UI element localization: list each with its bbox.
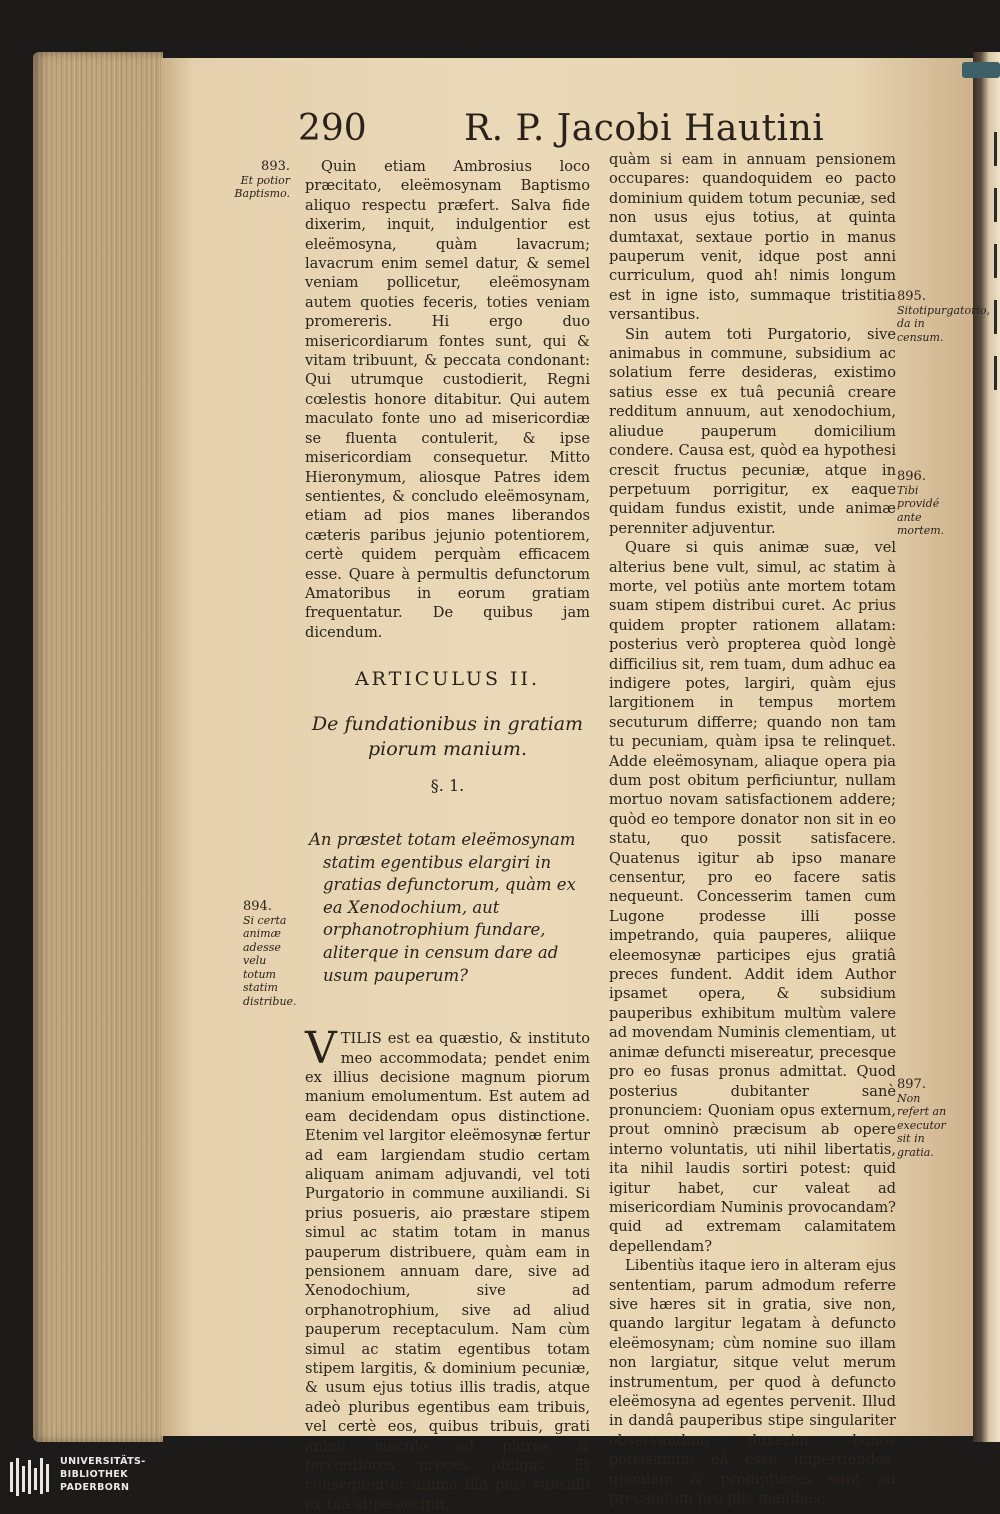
running-head: R. P. Jacobi Hautini [464,108,825,149]
paragraph: Libentiùs itaque iero in alteram ejus sententiam, parum admodum referre sive hæres sit in gratia, sive non, quando largitur legatam à defuncto eleëmosynam; cùm nomine suo illam non largiatur, sitque velut merum instrumentum, per quod à defuncto eleëmosyna ad egentes pervenit. Illud in dandâ pauperibus stipe singulariter observandum duxerim, bonos potissimùm eâ esse impertiendos, quoniam & promptiores sunt ad precandum pro piis manibus, [609,1257,896,1508]
margin-note-text: Sitotipurgatorio, da in censum. [897,303,990,344]
section-mark: §. 1. [430,775,465,795]
paragraph-with-initial [305,1023,590,1514]
page-number: 290 [298,108,367,149]
paragraph-text: TILIS est ea quæstio, & instituto meo accommodata; pendet enim ex illius decisione magnum piorum manium emolumentum. Est autem ad eam decidendam opus distinctione. Etenim vel largitor eleëmosynæ fertur ad eam largiendam studio certam aliquam animam adjuvandi, vel toti Purgatorio in commune auxiliandi. Si prius posueris, aio præstare stipem simul ac statim totam in manus pauperum distribuere, quàm eam in pensionem annuam dare, sive ad Xenodochium, sive ad orphanotrophium, sive ad aliud pauperum receptaculum. Nam cùm simul ac statim egentibus totam stipem largitis, & dominium pecuniæ, & usum ejus totius illis tradis, atque adeò pluribus egentibus eam tribuis, vel certè eos, quibus tribuis, grati animi vinculo ad plures & ferventiores preces obligas. Et consequenter anima illa plus subsidii ex tuâ stipe accipit, [305,1030,590,1513]
library-logo-mark-icon [8,1456,50,1496]
margin-note-text: Si certa animæ adesse velu totum statim distribue. [243,913,297,1008]
margin-note-number: 895. [897,289,926,304]
margin-note-number: 897. [897,1077,926,1092]
library-logo [8,1452,168,1500]
article-heading: ARTICULUS II. [354,668,541,691]
margin-note-895 [897,289,990,344]
left-column [305,157,590,1514]
margin-note-number: 896. [897,469,926,484]
margin-note-897 [897,1078,955,1159]
library-logo-line: UNIVERSITÄTS- [60,1456,146,1467]
margin-note-text: Tibi providé ante mortem. [897,483,945,537]
paragraph: Quare si quis animæ suæ, vel alterius bene vult, simul, ac statim à morte, vel potiùs ante mortem totam suam stipem distribui curet. Ac prius quidem propter rationem allatam: posterius verò propterea quòd longè difficilius sit, rem tuam, dum adhuc ea indigere potes, largiri, quàm ejus largitionem in tempus mortem secuturum differre; quando non tam tu pecuniam, quàm ipsa te relinquet. Adde eleëmosynam, aliaque opera pia dum post obitum perficiuntur, nullam mortuo novam satisfactionem addere; quòd eo tempore donator non sit in eo statu, quo possit satisfacere. Quatenus igitur ab ipso manare censentur, pro eo facere satis nequeunt. Concesserim tamen cum Lugone prodesse illi posse impetrando, quia pauperes, aliique eleemosynæ participes ejus gratiâ preces fundent. Addit idem Author ipsamet opera, & subsidium pauperibus exhibitum multùm valere ad movendam Numinis clementiam, ut animæ defuncti misereatur, precesque pro eo fusas pronus admittat. Quod posterius dubitanter sanè pronunciem: Quoniam opus externum, prout omninò præcisum ab opere interno voluntatis, uti nihil libertatis, ita nihil laudis sortiri potest: quid igitur habet, cur valeat ad misericordiam Numinis provocandam? quid ad extremam calamitatem depellendam? [609,539,896,1255]
page-clip [962,62,1000,78]
page-header [298,108,825,154]
right-column [609,150,896,1508]
paragraph: Quin etiam Ambrosius loco præcitato, eleëmosynam Baptismo aliquo respectu præfert. Salva fide dixerim, inquit, indulgentior est eleëmosyna, quàm lavacrum; lavacrum enim semel datur, & semel veniam pollicetur, eleëmosynam autem quoties feceris, toties veniam promereris. Hi ergo duo misericordiarum fontes sunt, qui & vitam tribuunt, & peccata condonant: Qui utrumque custodierit, Regni cœlestis honore ditabitur. Qui autem maculato fonte uno ad misericordiæ se fluenta contulerit, & ipse misericordiam consequetur. Mitto Hieronymum, aliosque Patres idem sentientes, & concludo eleëmosynam, etiam ad pios manes liberandos cæteris paribus jejunio potentiorem, certè quidem perquàm efficacem esse. Quare à permultis defunctorum Amatoribus in eorum gratiam frequentatur. De quibus jam dicendum. [305,158,590,641]
margin-note-number: 893. [261,159,290,174]
article-title: De fundationibus in gratiam piorum manium. [311,712,584,760]
paragraph: quàm si eam in annuam pensionem occupares: quandoquidem eo pacto dominium quidem totum pecuniæ, sed non usus ejus totius, at quinta dumtaxat, sextaue portio in manus pauperum venit, idque post anni curriculum, quod ah! nimis longum est in igne isto, summaque tristitia versantibus. [609,151,896,324]
margin-note-text: Et potior Baptismo. [234,173,290,200]
library-logo-text [60,1455,146,1494]
section-question: An præstet totam eleëmosynam statim egentibus elargiri in gratias defunctorum, quàm ex ea Xenodochium, aut orphanotrophium fundare, aliterque in censum dare ad usum pauperum? [309,829,576,985]
facing-page-text-fragment [986,132,1000,472]
page-edges [33,52,163,1442]
library-logo-line: BIBLIOTHEK [60,1469,128,1480]
margin-note-893 [218,160,290,201]
margin-note-text: Non refert an executor sit in gratia. [897,1091,947,1159]
drop-cap: V [305,1023,337,1075]
margin-note-896 [897,470,955,538]
paragraph: Sin autem toti Purgatorio, sive animabus in commune, subsidium ac solatium ferre desideras, existimo satius esse ex tuâ pecuniâ creare redditum annuum, aut xenodochium, aliudue pauperum domicilium condere. Causa est, quòd ea hypothesi crescit fructus pecuniæ, atque in perpetuum porrigitur, ex eaque quidam fundus existit, unde animæ perenniter adjuventur. [609,325,896,537]
margin-note-894 [243,899,297,1008]
library-logo-line: PADERBORN [60,1482,130,1493]
margin-note-number: 894. [243,899,272,914]
